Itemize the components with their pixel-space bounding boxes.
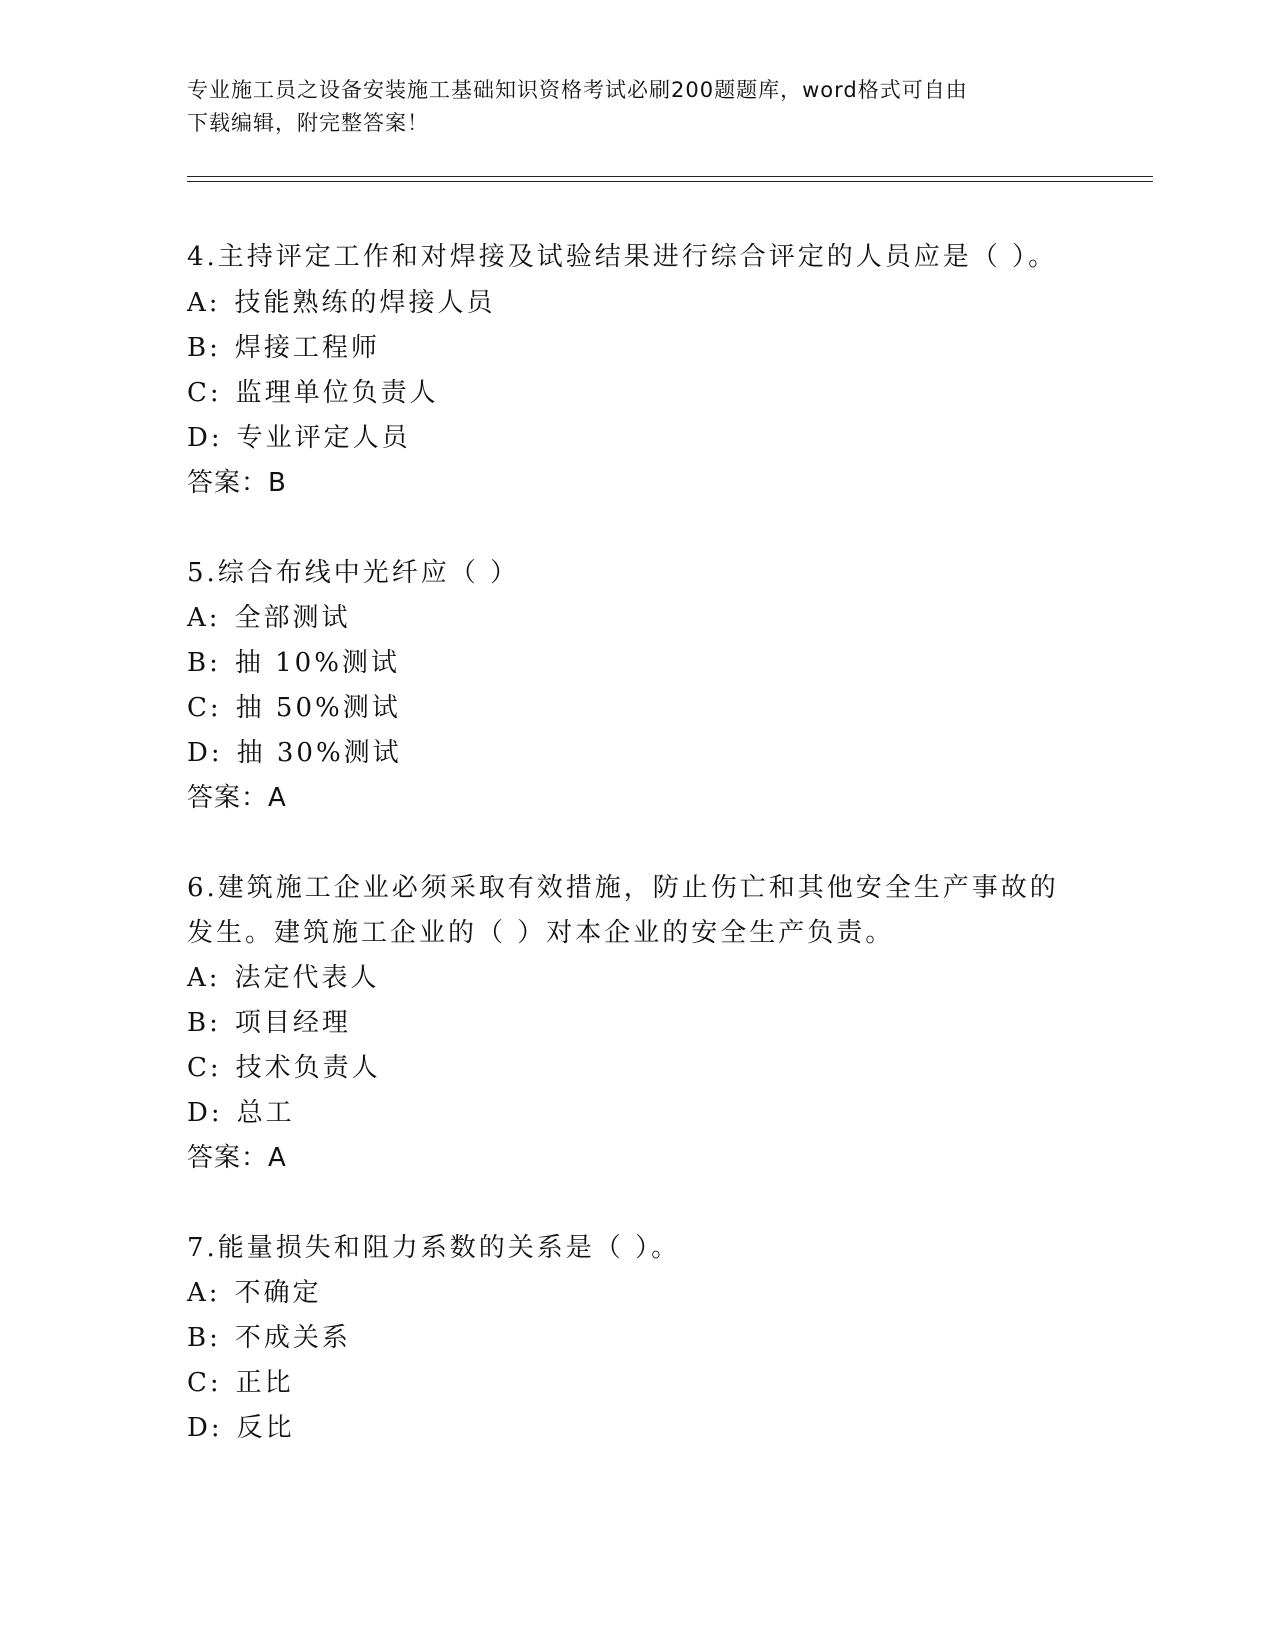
- option-text: 全部测试: [234, 603, 351, 633]
- header-divider: [187, 176, 1153, 177]
- answer: 答案：B: [187, 468, 287, 498]
- option-letter: C:: [187, 693, 222, 723]
- option-d: [187, 732, 402, 769]
- option-d: [187, 417, 411, 454]
- option-text: 技术负责人: [235, 1053, 381, 1083]
- option-text: 不成关系: [234, 1323, 351, 1353]
- answer: 答案：A: [187, 1143, 287, 1173]
- question-stem: 7.能量损失和阻力系数的关系是（ ）。: [187, 1233, 681, 1263]
- option-text: 技能熟练的焊接人员: [234, 288, 496, 318]
- option-letter: A:: [187, 603, 221, 633]
- option-text: 焊接工程师: [234, 333, 380, 363]
- option-a: [187, 282, 496, 319]
- option-c: [187, 1362, 294, 1399]
- option-d: [187, 1407, 295, 1444]
- option-b: [187, 1317, 351, 1354]
- option-text: 项目经理: [234, 1008, 351, 1038]
- option-text: 抽 50%测试: [235, 693, 401, 723]
- option-letter: C:: [187, 1053, 222, 1083]
- header-line: 专业施工员之设备安装施工基础知识资格考试必刷200题题库，word格式可自由: [187, 78, 968, 102]
- option-letter: A:: [187, 1278, 221, 1308]
- option-letter: B:: [187, 1323, 221, 1353]
- option-letter: A:: [187, 963, 221, 993]
- option-text: 正比: [235, 1368, 294, 1398]
- option-b: [187, 327, 380, 364]
- option-text: 专业评定人员: [236, 423, 411, 453]
- option-letter: B:: [187, 1008, 221, 1038]
- header-divider: [187, 181, 1153, 182]
- option-a: [187, 957, 380, 994]
- option-letter: D:: [187, 1098, 223, 1128]
- option-a: [187, 597, 351, 634]
- option-letter: D:: [187, 423, 223, 453]
- option-text: 抽 30%测试: [236, 738, 402, 768]
- option-letter: C:: [187, 378, 222, 408]
- option-letter: B:: [187, 648, 221, 678]
- option-c: [187, 372, 439, 409]
- question-stem: 5.综合布线中光纤应（ ）: [187, 558, 520, 588]
- option-letter: D:: [187, 1413, 223, 1443]
- option-c: [187, 1047, 381, 1084]
- option-b: [187, 1002, 351, 1039]
- option-a: [187, 1272, 322, 1309]
- header-line: 下载编辑，附完整答案！: [187, 111, 429, 135]
- option-b: [187, 642, 400, 679]
- option-letter: D:: [187, 738, 223, 768]
- option-text: 不确定: [234, 1278, 322, 1308]
- option-text: 抽 10%测试: [234, 648, 400, 678]
- option-text: 监理单位负责人: [235, 378, 439, 408]
- option-letter: C:: [187, 1368, 222, 1398]
- question-stem: 6.建筑施工企业必须采取有效措施，防止伤亡和其他安全生产事故的: [187, 873, 1059, 903]
- answer: 答案：A: [187, 783, 287, 813]
- option-c: [187, 687, 401, 724]
- option-letter: A:: [187, 288, 221, 318]
- option-text: 法定代表人: [234, 963, 380, 993]
- option-text: 总工: [236, 1098, 295, 1128]
- document-header: [187, 74, 1067, 140]
- option-letter: B:: [187, 333, 221, 363]
- option-d: [187, 1092, 295, 1129]
- option-text: 反比: [236, 1413, 295, 1443]
- question-stem: 发生。建筑施工企业的（ ）对本企业的安全生产负责。: [187, 918, 895, 948]
- question-stem: 4.主持评定工作和对焊接及试验结果进行综合评定的人员应是（ ）。: [187, 242, 1058, 272]
